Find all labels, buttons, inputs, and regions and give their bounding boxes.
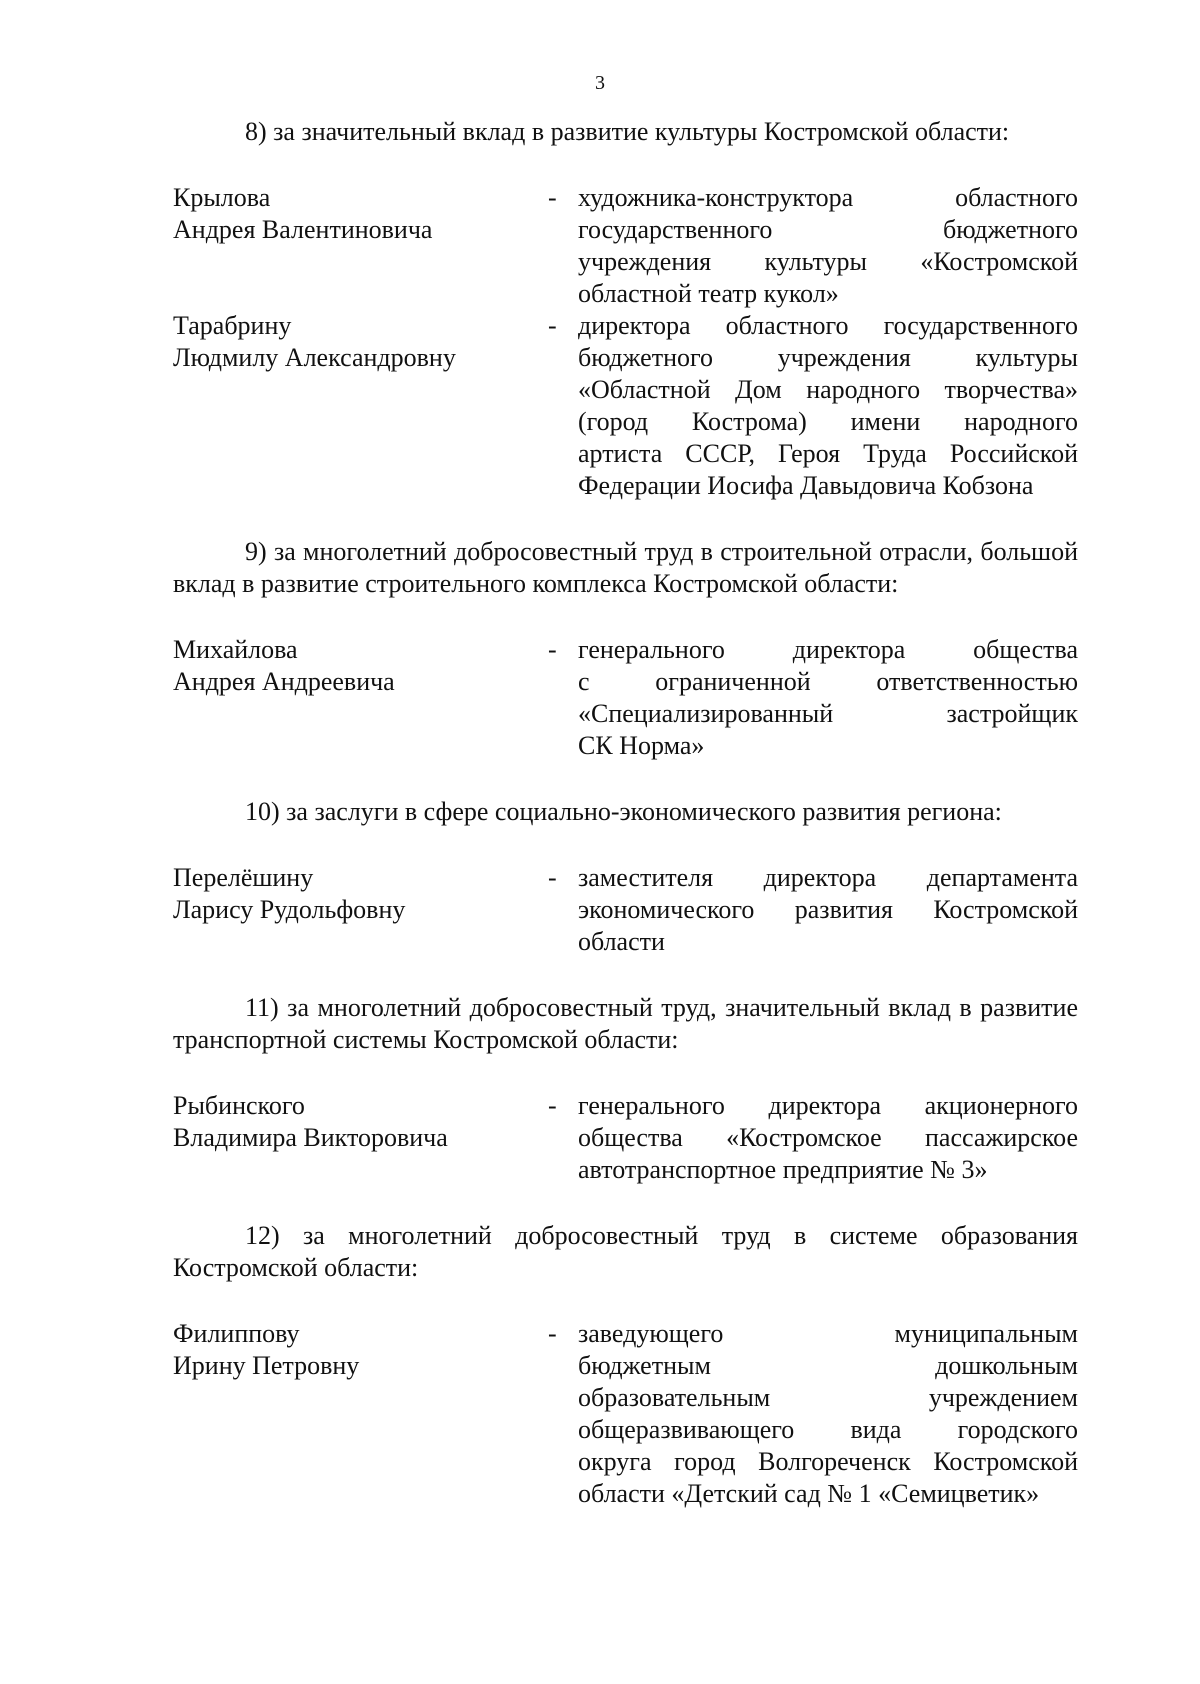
position-line: заместителя директора департамента: [578, 863, 1078, 892]
position-line: учреждения культуры «Костромской: [578, 247, 1078, 276]
position-line: бюджетным дошкольным: [578, 1351, 1078, 1380]
recipient-name: [173, 1090, 548, 1186]
recipient-position: [578, 1090, 1078, 1186]
section-heading: 12) за многолетний добросовестный труд в системе образования Костромской области:: [173, 1221, 1078, 1282]
recipient-name: [173, 182, 548, 310]
position-line: государственного бюджетного: [578, 215, 1078, 244]
position-line: «Специализированный застройщик: [578, 699, 1078, 728]
dash-separator: -: [548, 863, 557, 892]
recipient-position: [578, 182, 1078, 310]
position-line: бюджетного учреждения культуры: [578, 343, 1078, 372]
recipient-surname: Филиппову: [173, 1319, 300, 1348]
section-heading: 9) за многолетний добросовестный труд в строительной отрасли, большой вклад в развитие строительного комплекса Костромской области:: [173, 537, 1078, 598]
position-line: художника-конструктора областного: [578, 183, 1078, 212]
position-line: области: [578, 927, 665, 956]
recipient-position: [578, 862, 1078, 958]
position-line: директора областного государственного: [578, 311, 1078, 340]
position-line: артиста СССР, Героя Труда Российской: [578, 439, 1078, 468]
recipient-name: [173, 310, 548, 502]
position-line: генерального директора общества: [578, 635, 1078, 664]
recipient-position: [578, 310, 1078, 502]
recipient-surname: Михайлова: [173, 635, 298, 664]
recipient-name: [173, 862, 548, 958]
position-line: образовательным учреждением: [578, 1383, 1078, 1412]
section-heading: 11) за многолетний добросовестный труд, значительный вклад в развитие транспортной системы Костромской области:: [173, 993, 1078, 1054]
section-heading: 10) за заслуги в сфере социально-экономического развития региона:: [245, 797, 1002, 826]
page-number: 3: [595, 72, 605, 94]
recipient-given-names: Владимира Викторовича: [173, 1123, 448, 1152]
recipient-given-names: Андрея Валентиновича: [173, 215, 433, 244]
recipient-given-names: Ларису Рудольфовну: [173, 895, 406, 924]
recipient-surname: Рыбинского: [173, 1091, 305, 1120]
award-entry: [173, 1318, 1078, 1510]
recipient-position: [578, 634, 1078, 762]
recipient-position: [578, 1318, 1078, 1510]
dash-separator: -: [548, 183, 557, 212]
recipient-given-names: Людмилу Александровну: [173, 343, 456, 372]
award-entry: [173, 1090, 1078, 1186]
position-line: экономического развития Костромской: [578, 895, 1078, 924]
position-line: округа город Волгореченск Костромской: [578, 1447, 1078, 1476]
position-line: (город Кострома) имени народного: [578, 407, 1078, 436]
position-line: заведующего муниципальным: [578, 1319, 1078, 1348]
dash-separator: -: [548, 1091, 557, 1120]
award-entry: [173, 634, 1078, 762]
award-entry: [173, 310, 1078, 502]
position-line: Федерации Иосифа Давыдовича Кобзона: [578, 471, 1034, 500]
position-line: общества «Костромское пассажирское: [578, 1123, 1078, 1152]
recipient-surname: Тарабрину: [173, 311, 292, 340]
position-line: области «Детский сад № 1 «Семицветик»: [578, 1479, 1040, 1508]
award-entry: [173, 182, 1078, 310]
position-line: генерального директора акционерного: [578, 1091, 1078, 1120]
position-line: с ограниченной ответственностью: [578, 667, 1078, 696]
dash-separator: -: [548, 311, 557, 340]
recipient-surname: Крылова: [173, 183, 271, 212]
section-heading: 8) за значительный вклад в развитие культуры Костромской области:: [245, 117, 1010, 146]
recipient-given-names: Ирину Петровну: [173, 1351, 360, 1380]
document-body: [173, 116, 1078, 1510]
recipient-name: [173, 1318, 548, 1510]
recipient-surname: Перелёшину: [173, 863, 314, 892]
recipient-name: [173, 634, 548, 762]
position-line: «Областной Дом народного творчества»: [578, 375, 1078, 404]
award-entry: [173, 862, 1078, 958]
position-line: общеразвивающего вида городского: [578, 1415, 1078, 1444]
position-line: автотранспортное предприятие № 3»: [578, 1155, 988, 1184]
recipient-given-names: Андрея Андреевича: [173, 667, 395, 696]
dash-separator: -: [548, 635, 557, 664]
position-line: областной театр кукол»: [578, 279, 839, 308]
position-line: СК Норма»: [578, 731, 705, 760]
dash-separator: -: [548, 1319, 557, 1348]
